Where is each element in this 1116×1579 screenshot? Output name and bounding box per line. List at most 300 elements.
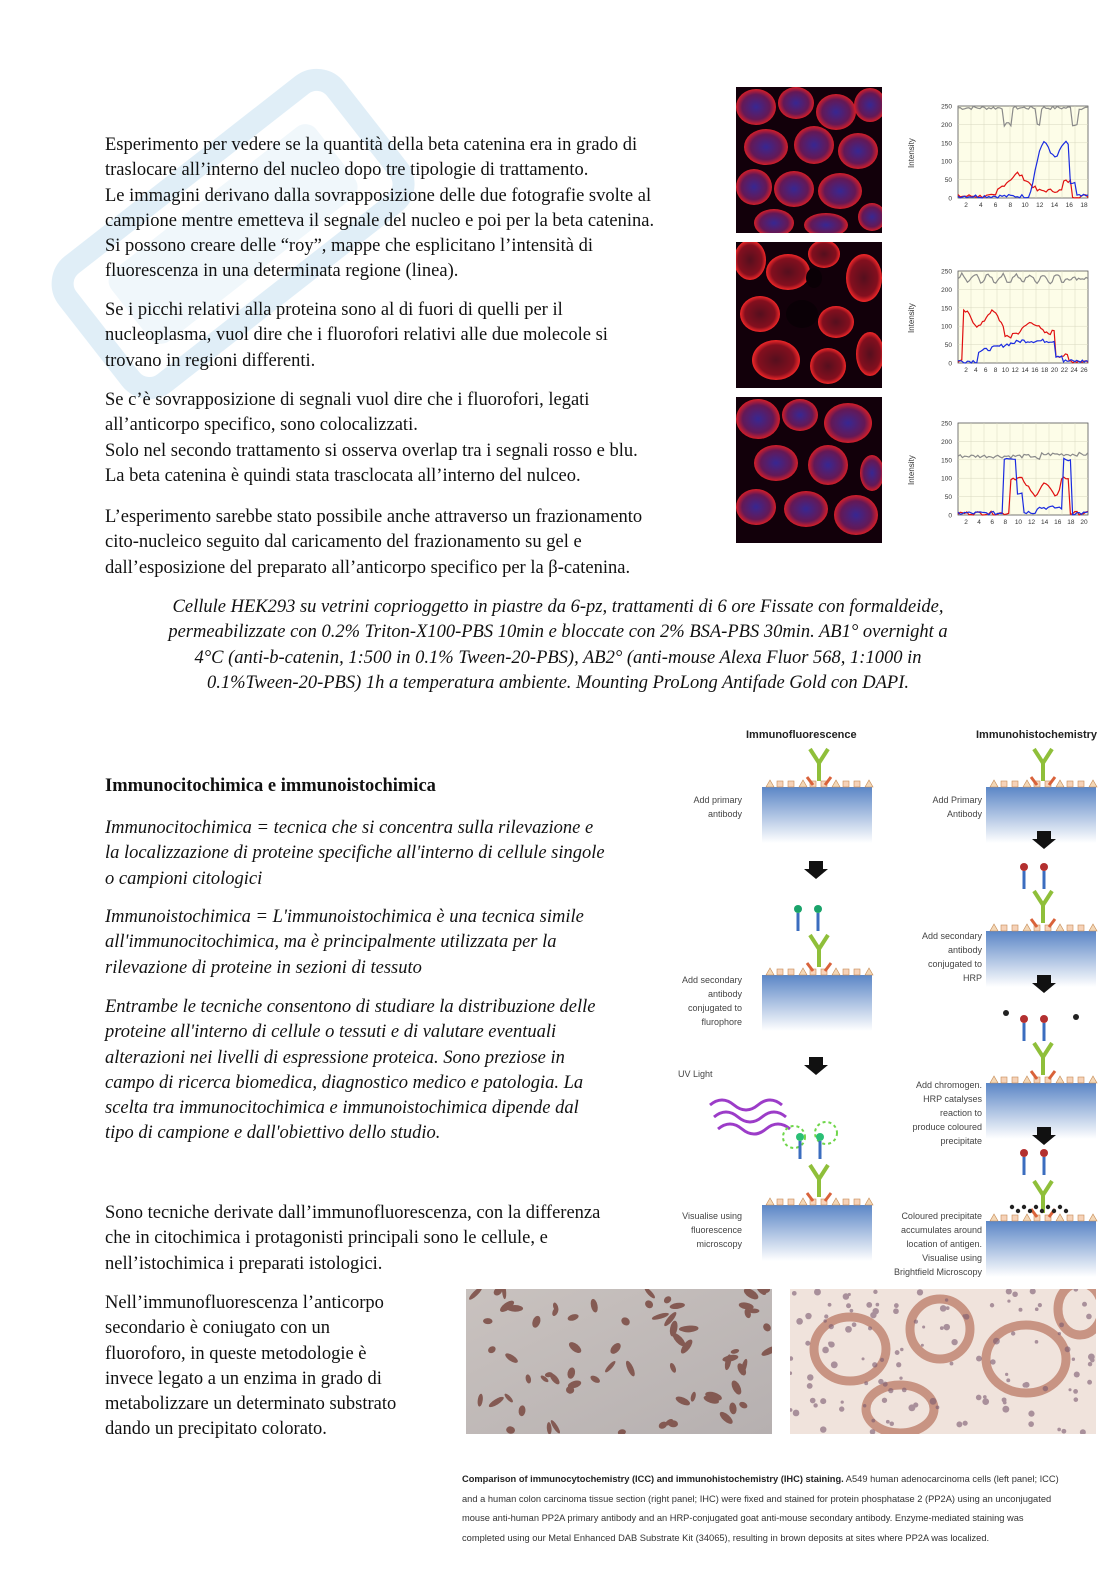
- nucleus-dot: [993, 1338, 1000, 1345]
- nucleus-dot: [976, 1395, 982, 1401]
- nucleus-dot: [796, 1318, 803, 1325]
- conjugate-dot: [1040, 863, 1048, 871]
- nucleus-dot: [899, 1376, 902, 1379]
- conjugate-dot: [1020, 863, 1028, 871]
- y-tick-label: 0: [948, 360, 952, 368]
- nucleus-dot: [872, 1362, 877, 1367]
- y-tick-label: 200: [941, 438, 952, 446]
- x-tick-label: 18: [1041, 367, 1049, 374]
- nucleus-dot: [866, 1302, 872, 1308]
- if-secondary-antibody-2: [794, 905, 822, 931]
- nucleus-dot: [868, 1326, 872, 1330]
- nucleus-dot: [950, 1362, 954, 1366]
- x-tick-label: 4: [978, 202, 983, 209]
- if-slide-1: [762, 787, 872, 843]
- ihc-secondary-antibody-3: [1020, 1015, 1048, 1041]
- x-tick-label: 10: [1001, 367, 1009, 374]
- nucleus-dot: [1065, 1346, 1071, 1352]
- if-primary-antibody-2: [807, 935, 831, 971]
- if-slide-2: [762, 975, 872, 1031]
- conjugate-dot: [1040, 1149, 1048, 1157]
- nucleus-dot: [990, 1303, 994, 1307]
- x-tick-label: 20: [1080, 519, 1088, 526]
- antigen-triangle: [990, 1214, 998, 1221]
- antigen-triangle: [1023, 924, 1031, 931]
- nucleus-dot: [823, 1319, 826, 1322]
- nucleus-dot: [822, 1347, 829, 1354]
- antigen-triangle: [990, 1076, 998, 1083]
- nucleus-dot: [982, 1398, 989, 1405]
- x-tick-label: 6: [990, 519, 995, 526]
- precipitate-dot: [1028, 1209, 1032, 1213]
- nucleus-dot: [1068, 1388, 1071, 1391]
- antigen-square: [1067, 1215, 1073, 1221]
- nucleus-dot: [820, 1398, 826, 1404]
- intensity-plot-3: [902, 417, 1098, 535]
- nucleus-dot: [921, 1344, 924, 1347]
- antigen-triangle: [1089, 1076, 1097, 1083]
- x-tick-label: 14: [1041, 519, 1049, 526]
- intensity-plot-1: [902, 100, 1098, 218]
- antibody-arm: [810, 749, 819, 763]
- y-axis-label: Intensity: [907, 138, 916, 168]
- x-tick-label: 16: [1031, 367, 1039, 374]
- antigen-triangle: [766, 780, 774, 787]
- nucleus-dot: [1058, 1332, 1061, 1335]
- y-tick-label: 50: [944, 177, 952, 185]
- conjugate-dot: [1020, 1015, 1028, 1023]
- if-secondary-antibody-3: [796, 1133, 824, 1159]
- nucleus-dot: [828, 1342, 832, 1346]
- nucleus-dot: [1074, 1371, 1080, 1377]
- nucleus-dot: [824, 1314, 828, 1318]
- antibody-arm: [819, 935, 828, 949]
- nucleus-dot: [805, 1341, 810, 1346]
- x-tick-label: 8: [1003, 519, 1008, 526]
- nucleus-dot: [873, 1290, 877, 1294]
- nucleus-dot: [1072, 1358, 1075, 1361]
- nucleus-dot: [864, 1381, 868, 1385]
- section-heading: Immunocitochimica e immunoistochimica: [105, 776, 436, 796]
- nucleus-dot: [1007, 1299, 1010, 1302]
- x-tick-label: 12: [1036, 202, 1044, 209]
- nucleus-dot: [841, 1400, 844, 1403]
- chromogen-dot: [1073, 1014, 1079, 1020]
- antigen-triangle: [1023, 780, 1031, 787]
- antigen-square: [1078, 1077, 1084, 1083]
- nucleus-dot: [1090, 1358, 1095, 1363]
- conjugate-dot: [1040, 1015, 1048, 1023]
- nucleus-dot: [914, 1319, 918, 1323]
- ihc-primary-antibody-1: [1031, 749, 1055, 785]
- nucleus-dot: [1038, 1303, 1042, 1307]
- nucleus-dot: [956, 1421, 962, 1427]
- ihc-step-3-label: Add chromogen. HRP catalyses reaction to produce coloured precipitate: [912, 1080, 982, 1146]
- nucleus-dot: [805, 1313, 811, 1319]
- x-tick-label: 10: [1014, 519, 1023, 526]
- x-tick-label: 16: [1065, 202, 1073, 209]
- nucleus-dot: [793, 1410, 800, 1417]
- nucleus-dot: [1019, 1308, 1023, 1312]
- y-tick-label: 50: [944, 342, 952, 350]
- conjugate-dot: [816, 1133, 824, 1141]
- nucleus-dot: [1082, 1302, 1087, 1307]
- x-tick-label: 18: [1080, 202, 1088, 209]
- antigen-square: [788, 781, 794, 787]
- nucleus-dot: [1003, 1401, 1007, 1405]
- nucleus-dot: [951, 1339, 957, 1345]
- if-arrow-2: [804, 1057, 828, 1075]
- nucleus-dot: [872, 1308, 878, 1314]
- antigen-triangle: [865, 968, 873, 975]
- precipitate-dot: [1058, 1205, 1062, 1209]
- nucleus-dot: [1086, 1314, 1092, 1320]
- antigen-triangle: [766, 1198, 774, 1205]
- antigen-square: [777, 1199, 783, 1205]
- nucleus-dot: [883, 1382, 888, 1387]
- ihc-step-1-label: Add Primary Antibody: [932, 795, 982, 819]
- nucleus-dot: [1061, 1429, 1066, 1434]
- y-tick-label: 200: [941, 121, 952, 129]
- antibody-tip: [1049, 1071, 1055, 1079]
- precipitate-dot: [1034, 1205, 1038, 1209]
- x-tick-label: 4: [974, 367, 978, 374]
- x-tick-label: 22: [1060, 367, 1068, 374]
- fluorescence-glow: [815, 1122, 837, 1144]
- nucleus-dot: [1035, 1340, 1039, 1344]
- nucleus-dot: [846, 1303, 851, 1308]
- if-primary-antibody-3: [807, 1165, 831, 1201]
- antigen-square: [1012, 781, 1018, 787]
- if-step-1-label: Add primary antibody: [693, 795, 742, 819]
- nucleus-dot: [850, 1309, 854, 1313]
- antigen-triangle: [1056, 1214, 1064, 1221]
- intro-paragraph: Esperimento per vedere se la quantità della beta catenina era in grado di traslocare all’interno del nucleo dopo tre tipologie di trattamento. Le immagini derivano dalla sovrapposizione delle due fotografie svolte al campione mentre emetteva il segnale del nucleo e poi per la beta catenina. Si possono creare delle “roy”, mappe che esplicitano l’intensità di fluorescenza in una determinata regione (linea).: [105, 135, 655, 282]
- figure-caption: Comparison of immunocytochemistry (ICC) and immunohistochemistry (IHC) staining. A549 human adenocarcinoma cells (left panel; ICC) and a human colon carcinoma tissue section (right panel; IHC) were fixed and stained for protein phosphatase 2 (PP2A) using an unconjugated mouse anti-human PP2A primary antibody and an HRP-conjugated goat anti-mouse secondary antibody. Enzyme-mediated staining was completed using our Metal Enhanced DAB Substrate Kit (34065), resulting in brown deposits at sites where PP2A was localized.: [462, 1474, 1059, 1543]
- ihc-primary-antibody-3: [1031, 1043, 1055, 1079]
- nucleus-dot: [1087, 1380, 1092, 1385]
- nucleus-dot: [1012, 1291, 1018, 1297]
- nucleus-dot: [1005, 1373, 1008, 1376]
- nucleus-dot: [880, 1358, 884, 1362]
- y-tick-label: 100: [941, 158, 952, 166]
- nucleus-dot: [845, 1326, 852, 1333]
- antigen-square: [854, 781, 860, 787]
- antigen-triangle: [1089, 924, 1097, 931]
- both-techniques-paragraph: Entrambe le tecniche consentono di studiare la distribuzione delle proteine all'interno di cellule o tessuti e di valutare eventuali alterazioni nei livelli di espressione proteica. Sono preziose in campo di ricerca biomedica, diagnostico medico e patologia. La scelta tra immunocitochimica e immunoistochimica dipende dal tipo di campione e dall'obiettivo dello studio.: [105, 997, 596, 1144]
- antibody-arm: [810, 1165, 819, 1179]
- precipitate-dot: [1010, 1205, 1014, 1209]
- x-tick-label: 2: [964, 367, 968, 374]
- antigen-square: [777, 781, 783, 787]
- nucleus-dot: [936, 1406, 940, 1410]
- nucleus-dot: [902, 1388, 907, 1393]
- diagram-title-ihc: Immunohistochemistry: [976, 729, 1098, 741]
- nucleus-dot: [900, 1348, 903, 1351]
- nucleus-dot: [1073, 1389, 1078, 1394]
- nucleus-dot: [940, 1305, 947, 1312]
- antigen-triangle: [1056, 780, 1064, 787]
- y-tick-label: 200: [941, 286, 952, 294]
- nucleus-dot: [1028, 1421, 1034, 1427]
- antigen-square: [788, 1199, 794, 1205]
- antigen-triangle: [1089, 780, 1097, 787]
- icc-cells-photo: [466, 1289, 772, 1434]
- antigen-square: [854, 969, 860, 975]
- secondary-antibody-paragraph: Nell’immunofluorescenza l’anticorpo secondario è coniugato con un fluoroforo, in queste metodologie è invece legato a un enzima in grado di metabolizzare un determinato substrato dando un precipitato colorato.: [105, 1293, 397, 1440]
- nucleus-dot: [1002, 1406, 1009, 1413]
- antigen-square: [777, 969, 783, 975]
- conjugate-dot: [794, 905, 802, 913]
- antigen-square: [843, 1199, 849, 1205]
- overlap-paragraph: Se c’è sovrapposizione di segnali vuol dire che i fluorofori, legati all’anticorpo specifico, sono colocalizzati. Solo nel secondo trattamento si osserva overlap tra i segnali rosso e blu. La beta catenina è quindi stata trasclocata all’interno del nulceo.: [105, 390, 638, 486]
- antigen-triangle: [832, 1198, 840, 1205]
- x-tick-label: 20: [1050, 367, 1059, 374]
- y-tick-label: 250: [941, 268, 952, 276]
- antibody-arm: [1043, 1181, 1052, 1195]
- x-tick-label: 8: [993, 367, 998, 374]
- nucleus-dot: [1088, 1362, 1092, 1366]
- x-tick-label: 14: [1021, 367, 1029, 374]
- if-slide-3: [762, 1205, 872, 1261]
- antibody-arm: [819, 1165, 828, 1179]
- nucleus-dot: [871, 1419, 875, 1423]
- antigen-square: [1067, 781, 1073, 787]
- y-axis-label: Intensity: [907, 303, 916, 333]
- antigen-triangle: [1023, 1076, 1031, 1083]
- antibody-tip: [1049, 919, 1055, 927]
- precipitate-dot: [1052, 1209, 1056, 1213]
- if-step-3-label: UV Light: [678, 1069, 713, 1079]
- precipitate-dot: [1022, 1205, 1026, 1209]
- nucleus-dot: [888, 1388, 893, 1393]
- nucleus-dot: [876, 1303, 880, 1307]
- x-tick-label: 2: [964, 519, 968, 526]
- nucleus-dot: [1011, 1331, 1015, 1335]
- nucleus-dot: [1074, 1397, 1079, 1402]
- nucleus-dot: [1059, 1322, 1064, 1327]
- antibody-arm: [1043, 891, 1052, 905]
- antibody-arm: [1034, 749, 1043, 763]
- nucleus-dot: [976, 1356, 982, 1362]
- nucleus-dot: [1022, 1383, 1027, 1388]
- fluorescence-micrograph-3: [736, 397, 882, 543]
- protocol-caption: Cellule HEK293 su vetrini coprioggetto in piastre da 6-pz, trattamenti di 6 ore Fissate con formaldeide, permeabilizzate con 0.2% Triton-X100-PBS 10min e bloccate con 2% BSA-PBS 30min. AB1° overnight a 4°C (anti-b-catenin, 1:500 in 0.1% Tween-20-PBS), AB2° (anti-mouse Alexa Fluor 568, 1:1000 in 0.1%Tween-20-PBS) 1h a temperatura ambiente. Mounting ProLong Antifade Gold con DAPI.: [168, 597, 948, 693]
- antibody-arm: [819, 749, 828, 763]
- antigen-square: [1001, 781, 1007, 787]
- antigen-triangle: [865, 1198, 873, 1205]
- antigen-triangle: [1056, 924, 1064, 931]
- x-tick-label: 6: [983, 367, 988, 374]
- x-tick-label: 14: [1050, 202, 1059, 209]
- nucleus-dot: [894, 1303, 899, 1308]
- antigen-triangle: [832, 780, 840, 787]
- nucleus-dot: [820, 1426, 826, 1432]
- nucleus-dot: [889, 1421, 894, 1426]
- nucleus-dot: [983, 1395, 987, 1399]
- nucleus-dot: [963, 1314, 966, 1317]
- x-tick-label: 24: [1070, 367, 1078, 374]
- x-tick-label: 8: [1008, 202, 1013, 209]
- antigen-square: [1012, 1215, 1018, 1221]
- x-tick-label: 12: [1011, 367, 1019, 374]
- nucleus-dot: [886, 1420, 890, 1424]
- nucleus-dot: [1035, 1307, 1039, 1311]
- fractionation-paragraph: L’esperimento sarebbe stato possibile anche attraverso un frazionamento cito-nucleico seguito dal caricamento del frazionamento su gel e dall’esposizione del preparato all’anticorpo specifico per la β-catenina.: [105, 507, 643, 578]
- x-tick-label: 12: [1027, 519, 1036, 526]
- fluorescence-micrograph-2: [736, 242, 882, 388]
- antigen-triangle: [1089, 1214, 1097, 1221]
- y-axis-label: Intensity: [907, 455, 916, 485]
- nucleus-dot: [930, 1398, 937, 1405]
- antigen-triangle: [799, 968, 807, 975]
- antigen-square: [788, 969, 794, 975]
- nucleus-dot: [896, 1362, 901, 1367]
- uv-light-waves: [710, 1100, 790, 1134]
- precipitate-dot: [1046, 1205, 1050, 1209]
- nucleus-dot: [807, 1383, 813, 1389]
- ihc-slide-4: [986, 1221, 1096, 1277]
- nucleus-dot: [963, 1421, 968, 1426]
- antibody-arm: [1034, 891, 1043, 905]
- if-step-4-label: Visualise using fluorescence microscopy: [682, 1211, 742, 1249]
- y-tick-label: 250: [941, 420, 952, 428]
- antibody-arm: [810, 935, 819, 949]
- antigen-square: [1078, 1215, 1084, 1221]
- y-tick-label: 150: [941, 140, 952, 148]
- antigen-square: [854, 1199, 860, 1205]
- nucleus-dot: [1057, 1428, 1061, 1432]
- ihc-definition: Immunoistochimica = L'immunoistochimica è una tecnica simile all'immunocitochimica, ma è principalmente utilizzata per la rilevazione di proteine in sezioni di tessuto: [105, 907, 584, 978]
- antibody-tip: [825, 963, 831, 971]
- precipitate-dot: [1040, 1209, 1044, 1213]
- conjugate-dot: [796, 1133, 804, 1141]
- x-tick-label: 10: [1021, 202, 1029, 209]
- nucleus-dot: [831, 1361, 838, 1368]
- nucleus-dot: [945, 1298, 948, 1301]
- x-tick-label: 26: [1080, 367, 1088, 374]
- antigen-triangle: [799, 1198, 807, 1205]
- nucleus-dot: [917, 1289, 923, 1295]
- y-tick-label: 150: [941, 457, 952, 465]
- nucleus-dot: [1043, 1386, 1049, 1392]
- precipitate-dot: [1016, 1209, 1020, 1213]
- y-tick-label: 150: [941, 305, 952, 313]
- antibody-tip: [825, 1193, 831, 1201]
- antigen-square: [1001, 1215, 1007, 1221]
- antigen-square: [1078, 925, 1084, 931]
- antigen-square: [843, 781, 849, 787]
- x-tick-label: 2: [964, 202, 968, 209]
- antigen-square: [1078, 781, 1084, 787]
- antibody-arm: [1034, 1043, 1043, 1057]
- antibody-arm: [1043, 1043, 1052, 1057]
- x-tick-label: 4: [977, 519, 981, 526]
- derived-techniques-paragraph: Sono tecniche derivate dall’immunofluorescenza, con la differenza che in citochimica i protagonisti principali sono le cellule, e nell’istochimica i preparati istologici.: [105, 1203, 601, 1274]
- intensity-plot-2: [902, 265, 1098, 383]
- nucleus-dot: [848, 1293, 851, 1296]
- antigen-triangle: [832, 968, 840, 975]
- x-tick-label: 16: [1054, 519, 1062, 526]
- nucleus-dot: [946, 1306, 950, 1310]
- y-tick-label: 50: [944, 494, 952, 502]
- x-tick-label: 6: [993, 202, 998, 209]
- antigen-square: [1067, 925, 1073, 931]
- nucleus-dot: [1028, 1411, 1034, 1417]
- y-tick-label: 250: [941, 103, 952, 111]
- nucleus-dot: [807, 1374, 813, 1380]
- chromogen-dot: [1003, 1010, 1009, 1016]
- nucleus-dot: [1006, 1378, 1010, 1382]
- y-tick-label: 100: [941, 323, 952, 331]
- y-tick-label: 0: [948, 195, 952, 203]
- nucleus-dot: [813, 1403, 817, 1407]
- diagram-title-if: Immunofluorescence: [746, 729, 857, 741]
- antigen-triangle: [766, 968, 774, 975]
- antigen-triangle: [1023, 1214, 1031, 1221]
- nucleus-dot: [882, 1398, 887, 1403]
- antigen-triangle: [865, 780, 873, 787]
- ihc-step-4-label: Coloured precipitate accumulates around location of antigen. Visualise using Brightfield Microscopy: [893, 1211, 982, 1277]
- nucleus-dot: [893, 1308, 899, 1314]
- ihc-tissue-photo: [790, 1289, 1096, 1434]
- antigen-square: [1001, 925, 1007, 931]
- nucleus-dot: [943, 1324, 950, 1331]
- precipitate-dot: [1064, 1209, 1068, 1213]
- nucleus-dot: [828, 1303, 832, 1307]
- if-arrow-1: [804, 861, 828, 879]
- antigen-triangle: [990, 780, 998, 787]
- conjugate-dot: [814, 905, 822, 913]
- ihc-step-2-label: Add secondary antibody conjugated to HRP: [921, 931, 982, 983]
- nucleus-dot: [792, 1291, 797, 1296]
- ihc-primary-antibody-2: [1031, 891, 1055, 927]
- antigen-square: [843, 969, 849, 975]
- antigen-square: [1012, 925, 1018, 931]
- antibody-arm: [1043, 749, 1052, 763]
- icc-definition: Immunocitochimica = tecnica che si concentra sulla rilevazione e la localizzazione di proteine specifiche all'interno di cellule singole o campioni citologici: [105, 818, 605, 889]
- fluorescence-micrograph-1: [736, 87, 882, 233]
- nucleus-dot: [862, 1357, 865, 1360]
- nucleus-dot: [863, 1404, 867, 1408]
- y-tick-label: 100: [941, 475, 952, 483]
- nucleus-dot: [940, 1326, 944, 1330]
- if-primary-antibody-1: [807, 749, 831, 785]
- nucleus-dot: [852, 1322, 857, 1327]
- antibody-arm: [1034, 1181, 1043, 1195]
- y-tick-label: 0: [948, 512, 952, 520]
- ihc-secondary-antibody-2: [1020, 863, 1048, 889]
- nucleus-dot: [990, 1359, 995, 1364]
- x-tick-label: 18: [1067, 519, 1075, 526]
- nucleus-dot: [908, 1404, 915, 1411]
- conjugate-dot: [1020, 1149, 1028, 1157]
- nucleus-dot: [839, 1406, 844, 1411]
- antigen-triangle: [1056, 1076, 1064, 1083]
- antigen-triangle: [990, 924, 998, 931]
- antigen-square: [1067, 1077, 1073, 1083]
- nucleus-dot: [922, 1325, 925, 1328]
- antigen-triangle: [799, 780, 807, 787]
- peaks-paragraph: Se i picchi relativi alla proteina sono al di fuori di quelli per il nucleoplasma, vuol dire che i fluorofori relativi alle due molecole si trovano in regioni differenti.: [105, 300, 608, 371]
- antigen-square: [1001, 1077, 1007, 1083]
- if-step-2-label: Add secondary antibody conjugated to flurophore: [681, 975, 742, 1027]
- nucleus-dot: [829, 1324, 834, 1329]
- antigen-square: [1012, 1077, 1018, 1083]
- ihc-secondary-antibody-4: [1020, 1149, 1048, 1175]
- nucleus-dot: [810, 1398, 816, 1404]
- nucleus-dot: [895, 1350, 900, 1355]
